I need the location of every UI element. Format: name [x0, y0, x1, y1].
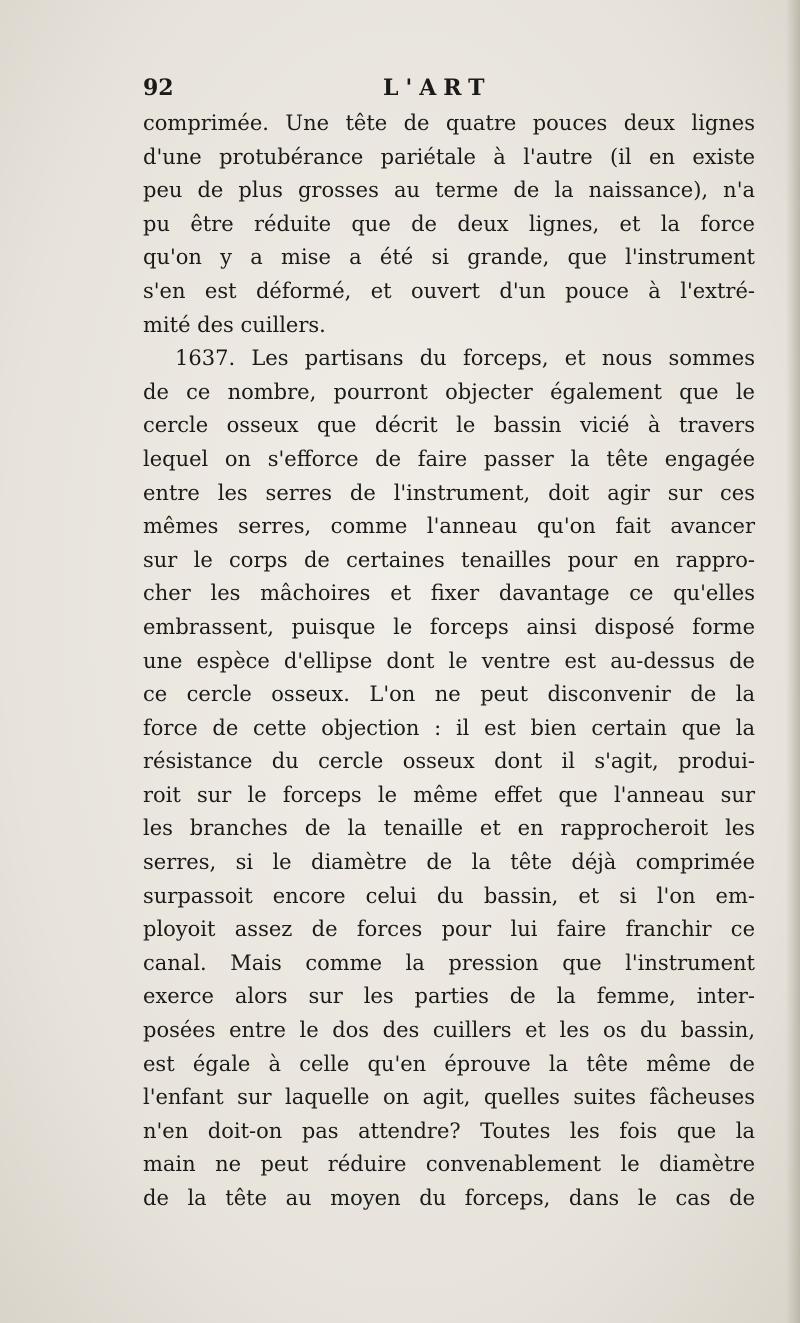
- text-line: pu être réduite que de deux lignes, et la force: [143, 211, 755, 236]
- text-line: surpassoit encore celui du bassin, et si l'on em-: [143, 883, 755, 908]
- text-line: s'en est déformé, et ouvert d'un pouce à l'extré-: [143, 278, 755, 303]
- text-line: exerce alors sur les parties de la femme, inter-: [143, 984, 755, 1009]
- page-number: 92: [143, 75, 174, 101]
- text-line: roit sur le forceps le même effet que l'anneau sur: [143, 782, 755, 807]
- page-gutter-shadow: [786, 0, 800, 1323]
- body-text: [143, 107, 755, 1216]
- text-line: entre les serres de l'instrument, doit agir sur ces: [143, 480, 755, 505]
- text-line: cher les mâchoires et fixer davantage ce qu'elles: [143, 581, 755, 606]
- text-line: résistance du cercle osseux dont il s'agit, produi-: [143, 749, 755, 774]
- text-line: d'une protubérance pariétale à l'autre (il en existe: [143, 144, 755, 169]
- running-head: L'ART: [383, 75, 492, 101]
- text-line: mêmes serres, comme l'anneau qu'on fait avancer: [143, 514, 755, 539]
- text-line: embrassent, puisque le forceps ainsi disposé forme: [143, 614, 755, 639]
- text-line: est égale à celle qu'en éprouve la tête même de: [143, 1051, 755, 1076]
- text-line: force de cette objection : il est bien certain que la: [143, 715, 755, 740]
- text-line: peu de plus grosses au terme de la naissance), n'a: [143, 178, 755, 203]
- text-line: canal. Mais comme la pression que l'instrument: [143, 950, 755, 975]
- text-line: ce cercle osseux. L'on ne peut disconvenir de la: [143, 682, 755, 707]
- text-line: serres, si le diamètre de la tête déjà comprimée: [143, 850, 755, 875]
- text-line: de ce nombre, pourront objecter également que le: [143, 379, 755, 404]
- text-line: n'en doit-on pas attendre? Toutes les fois que la: [143, 1118, 755, 1143]
- text-line: sur le corps de certaines tenailles pour en rappro-: [143, 547, 755, 572]
- text-line: lequel on s'efforce de faire passer la tête engagée: [143, 446, 755, 471]
- text-line: qu'on y a mise a été si grande, que l'instrument: [143, 245, 755, 270]
- text-line: de la tête au moyen du forceps, dans le cas de: [143, 1186, 755, 1210]
- text-line: main ne peut réduire convenablement le diamètre: [143, 1152, 755, 1177]
- paragraph-start-line: 1637. Les partisans du forceps, et nous sommes: [175, 346, 755, 371]
- text-line: une espèce d'ellipse dont le ventre est au-dessus de: [143, 648, 755, 673]
- text-line: posées entre le dos des cuillers et les os du bassin,: [143, 1018, 755, 1043]
- page-header: [143, 70, 753, 106]
- text-line: comprimée. Une tête de quatre pouces deux lignes: [143, 111, 755, 135]
- text-line: l'enfant sur laquelle on agit, quelles suites fâcheuses: [143, 1085, 755, 1110]
- text-line: les branches de la tenaille et en rapprocheroit les: [143, 816, 755, 841]
- text-line: mité des cuillers.: [143, 312, 326, 337]
- text-line: ployoit assez de forces pour lui faire franchir ce: [143, 917, 755, 942]
- text-line: cercle osseux que décrit le bassin vicié à travers: [143, 413, 755, 438]
